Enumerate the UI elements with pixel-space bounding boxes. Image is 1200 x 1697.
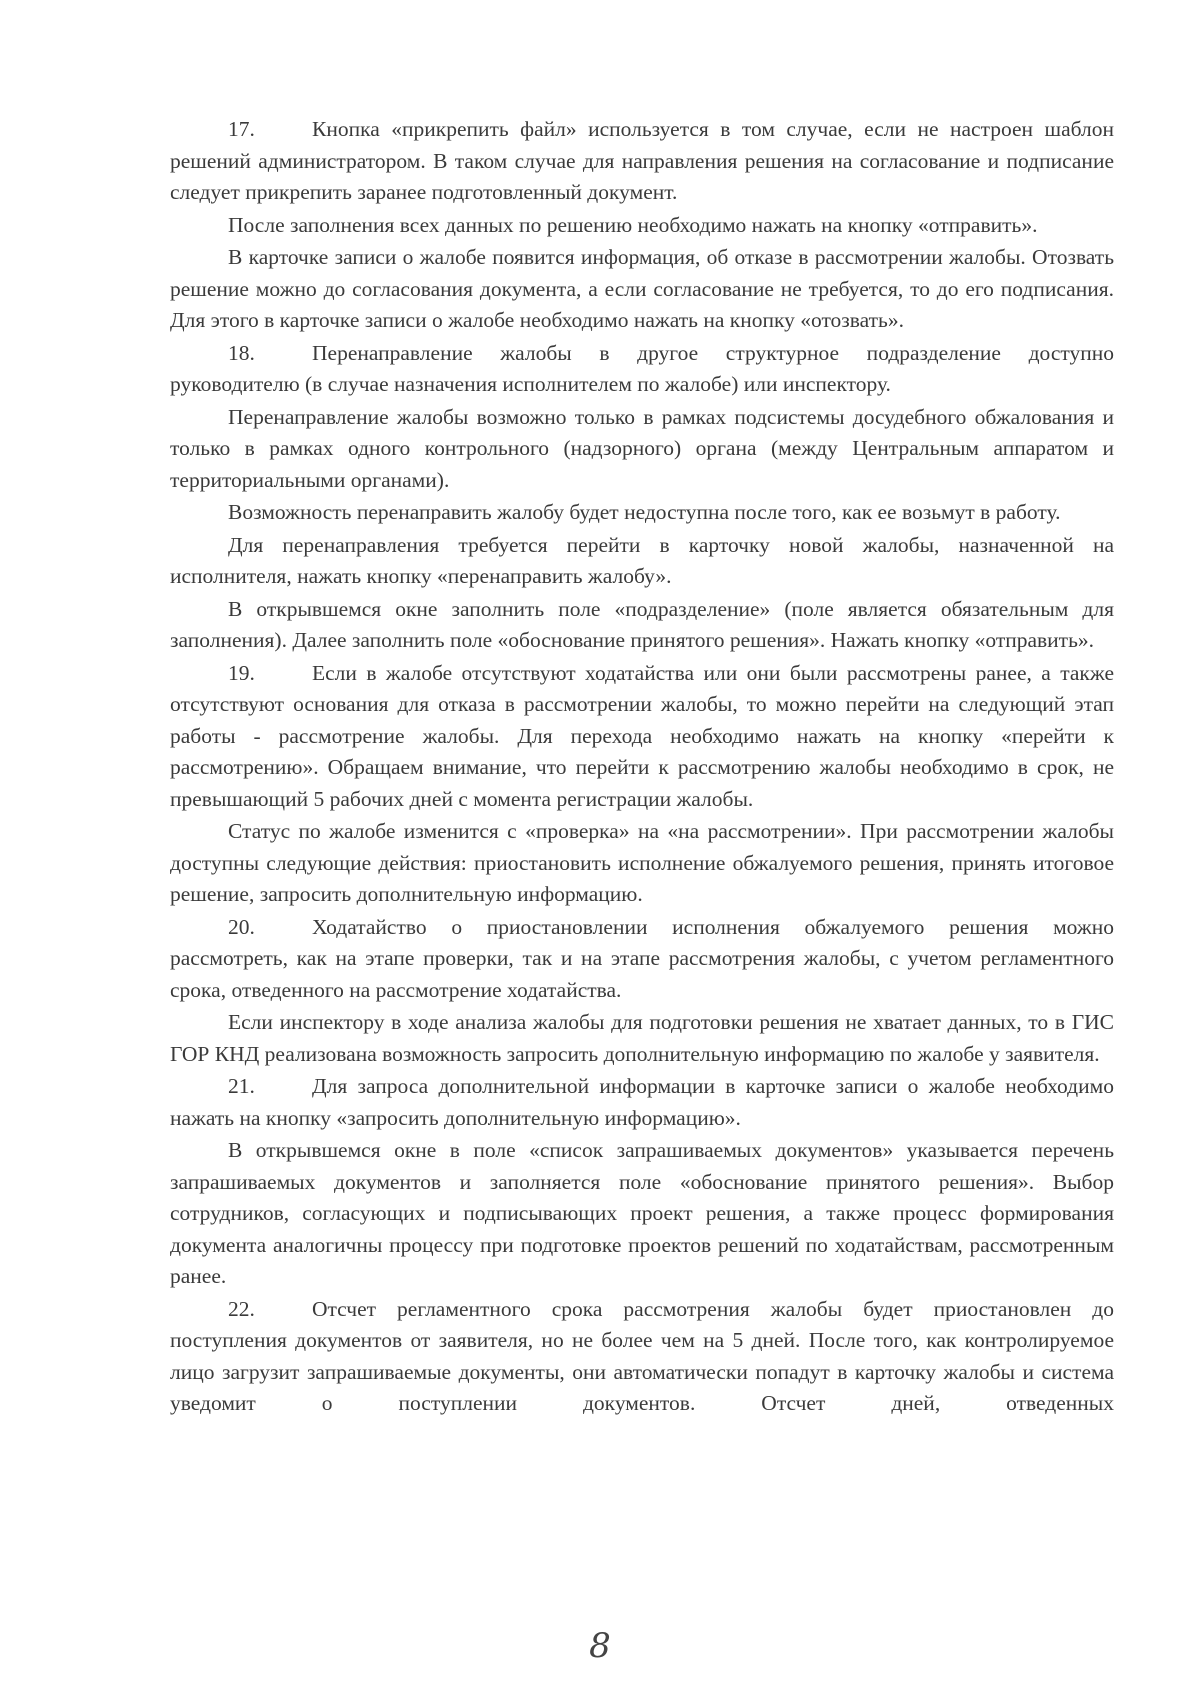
- paragraph: [170, 114, 1114, 209]
- paragraph: [170, 210, 1114, 242]
- paragraph-number: 19.: [228, 660, 255, 685]
- paragraph-text: Возможность перенаправить жалобу будет недоступна после того, как ее возьмут в работу.: [228, 500, 1061, 524]
- paragraph-text: Кнопка «прикрепить файл» используется в том случае, если не настроен шаблон решений администратором. В таком случае для направления решения на согласование и подписание следует прикрепить заранее подготовленный документ.: [170, 117, 1114, 204]
- paragraph: [170, 1135, 1114, 1293]
- paragraph-number: 18.: [228, 340, 255, 365]
- paragraph-text: Для перенаправления требуется перейти в карточку новой жалобы, назначенной на исполнителя, нажать кнопку «перенаправить жалобу».: [170, 532, 1114, 588]
- paragraph-text: Если в жалобе отсутствуют ходатайства или они были рассмотрены ранее, а также отсутствуют основания для отказа в рассмотрении жалобы, то можно перейти на следующий этап работы - рассмотрение жалобы. Для перехода необходимо нажать на кнопку «перейти к рассмотрению». Обращаем внимание, что перейти к рассмотрению жалобы необходимо в срок, не превышающий 5 рабочих дней с момента регистрации жалобы.: [170, 660, 1114, 811]
- paragraph: [170, 530, 1114, 593]
- paragraph: [170, 816, 1114, 911]
- paragraph-number: 20.: [228, 914, 255, 939]
- paragraph-number: 17.: [228, 117, 255, 141]
- document-body: [170, 114, 1114, 1421]
- paragraph: [170, 912, 1114, 1007]
- paragraph: [170, 1007, 1114, 1070]
- page-number: 8: [589, 1626, 611, 1666]
- paragraph: [170, 338, 1114, 401]
- paragraph: [170, 594, 1114, 657]
- paragraph-text: В открывшемся окне в поле «список запрашиваемых документов» указывается перечень запрашиваемых документов и заполняется поле «обоснование принятого решения». Выбор сотрудников, согласующих и подписывающих проект решения, а также процесс формирования документа аналогичны процессу при подготовке проектов решений по ходатайствам, рассмотренным ранее.: [170, 1138, 1114, 1288]
- paragraph-text: После заполнения всех данных по решению необходимо нажать на кнопку «отправить».: [228, 212, 1038, 237]
- paragraph-number: 21.: [228, 1074, 255, 1098]
- paragraph-text: Если инспектору в ходе анализа жалобы для подготовки решения не хватает данных, то в ГИС ГОР КНД реализована возможность запросить дополнительную информацию по жалобе у заявителя.: [170, 1010, 1114, 1066]
- paragraph: [170, 1294, 1114, 1420]
- paragraph-text: В карточке записи о жалобе появится информация, об отказе в рассмотрении жалобы. Отозвать решение можно до согласования документа, а если согласование не требуется, то до его подписания. Для этого в карточке записи о жалобе необходимо нажать на кнопку «отозвать».: [170, 245, 1114, 332]
- paragraph-text: Перенаправление жалобы возможно только в рамках подсистемы досудебного обжалования и только в рамках одного контрольного (надзорного) органа (между Центральным аппаратом и территориальными органами).: [170, 404, 1114, 492]
- paragraph: [170, 658, 1114, 816]
- paragraph-text: Для запроса дополнительной информации в карточке записи о жалобе необходимо нажать на кнопку «запросить дополнительную информацию».: [170, 1074, 1114, 1130]
- paragraph-text: Перенаправление жалобы в другое структурное подразделение доступно руководителю (в случае назначения исполнителем по жалобе) или инспектору.: [170, 340, 1114, 396]
- paragraph-text: Отсчет регламентного срока рассмотрения жалобы будет приостановлен до поступления документов от заявителя, но не более чем на 5 дней. После того, как контролируемое лицо загрузит запрашиваемые документы, они автоматически попадут в карточку жалобы и система уведомит о поступлении документов. Отсчет дней, отведенных: [170, 1296, 1114, 1415]
- paragraph-text: В открывшемся окне заполнить поле «подразделение» (поле является обязательным для заполнения). Далее заполнить поле «обоснование принятого решения». Нажать кнопку «отправить».: [170, 596, 1114, 652]
- paragraph: [170, 242, 1114, 337]
- paragraph-number: 22.: [228, 1296, 255, 1321]
- paragraph-text: Статус по жалобе изменится с «проверка» на «на рассмотрении». При рассмотрении жалобы доступны следующие действия: приостановить исполнение обжалуемого решения, принять итоговое решение, запросить дополнительную информацию.: [170, 819, 1114, 906]
- paragraph-text: Ходатайство о приостановлении исполнения обжалуемого решения можно рассмотреть, как на этапе проверки, так и на этапе рассмотрения жалобы, с учетом регламентного срока, отведенного на рассмотрение ходатайства.: [170, 914, 1114, 1002]
- paragraph: [170, 1071, 1114, 1134]
- paragraph: [170, 497, 1114, 529]
- paragraph: [170, 402, 1114, 497]
